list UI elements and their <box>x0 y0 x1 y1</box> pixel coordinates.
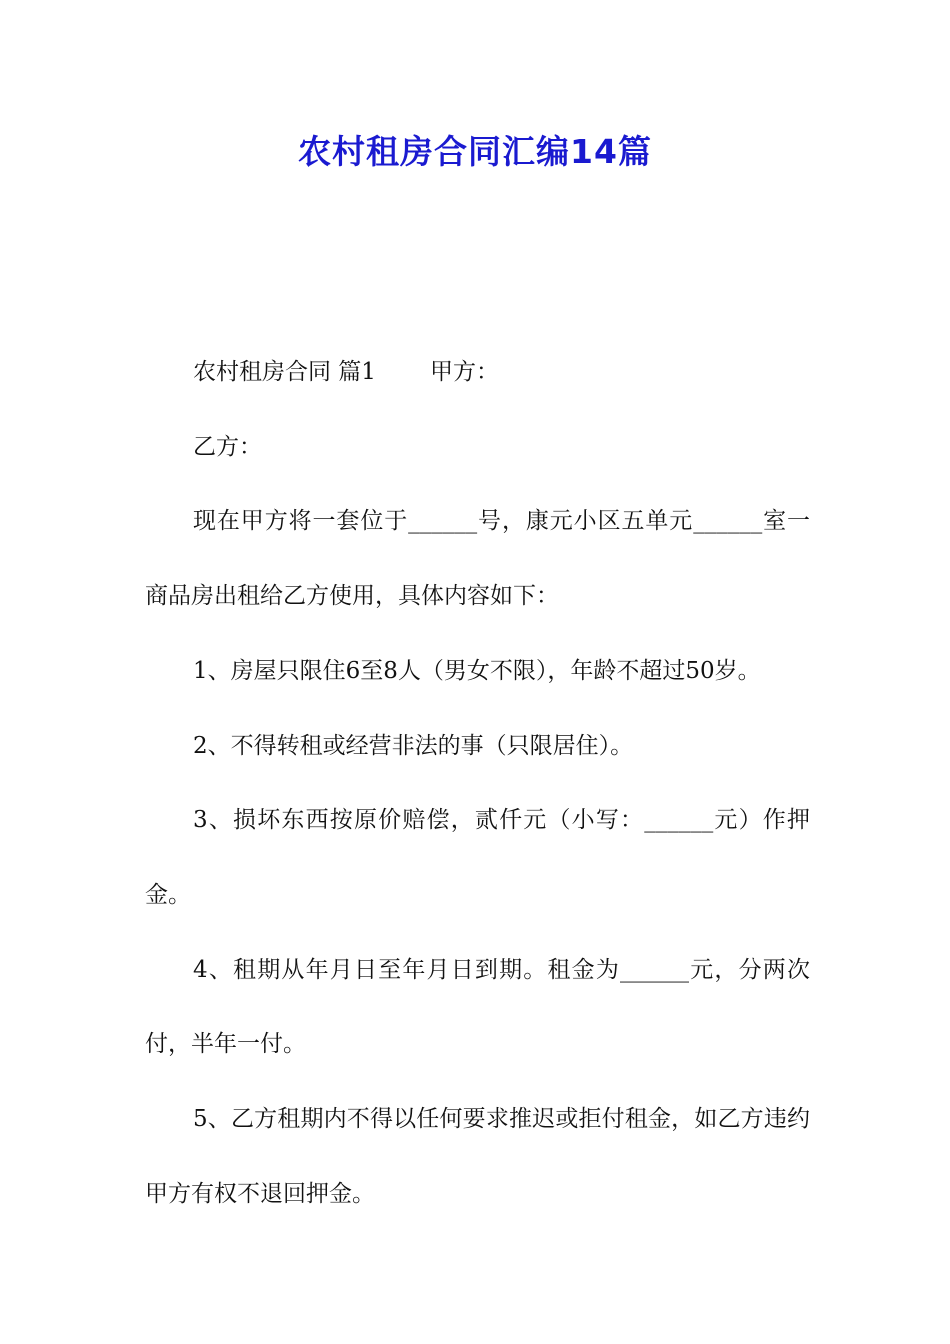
document-title: 农村租房合同汇编14篇 <box>298 132 652 171</box>
party-a-label: 甲方： <box>429 359 499 385</box>
clause-4-paragraph: 4、租期从年月日至年月日到期。租金为______元，分两次付，半年一付。 <box>145 956 810 1058</box>
document-body <box>145 335 810 1231</box>
intro-paragraph: 现在甲方将一套位于______号，康元小区五单元______室一商品房出租给乙方使用，具体内容如下： <box>145 508 810 610</box>
section-heading-line <box>145 335 810 410</box>
clause-1-paragraph: 1、房屋只限住6至8人（男女不限），年龄不超过50岁。 <box>193 657 761 684</box>
party-b-paragraph: 乙方： <box>193 433 262 460</box>
clause-5-paragraph: 5、乙方租期内不得以任何要求推迟或拒付租金，如乙方违约甲方有权不退回押金。 <box>145 1106 810 1207</box>
clause-3-paragraph: 3、损坏东西按原价赔偿，贰仟元（小写：______元）作押金。 <box>145 807 810 908</box>
section-title: 农村租房合同 篇1 <box>193 359 376 385</box>
clause-2-paragraph: 2、不得转租或经营非法的事（只限居住）。 <box>193 732 634 759</box>
